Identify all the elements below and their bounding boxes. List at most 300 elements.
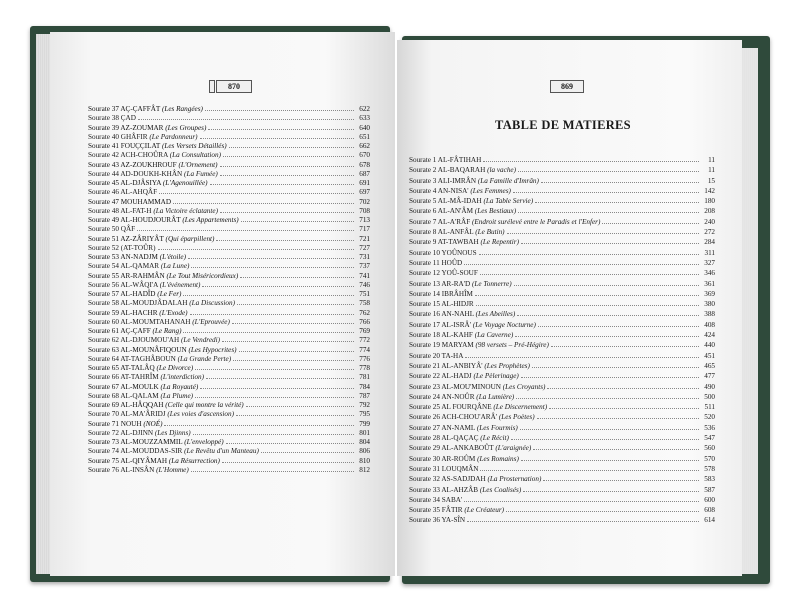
page-ref: 608	[704, 506, 715, 515]
surah-translation: (Les Hypocrites)	[188, 345, 237, 354]
toc-entry-title	[409, 340, 549, 350]
page-ref: 560	[704, 444, 715, 453]
toc-entry	[409, 196, 715, 206]
toc-entry-title	[409, 237, 519, 247]
dot-leader	[137, 224, 354, 231]
page-ref: 346	[704, 269, 715, 278]
dot-leader	[222, 456, 354, 463]
toc-entry-title	[409, 330, 513, 340]
dot-leader	[476, 299, 699, 306]
dot-leader	[532, 361, 699, 368]
surah-label: Sourate 66	[88, 373, 119, 382]
dot-leader	[200, 132, 354, 139]
dot-leader	[464, 258, 699, 265]
toc-entry-title	[88, 466, 189, 475]
toc-entry-title	[409, 485, 521, 495]
dot-leader	[191, 465, 354, 472]
toc-entry-title	[409, 206, 516, 216]
surah-label: Sourate 46	[88, 188, 119, 197]
surah-translation: (La Fumée)	[184, 169, 218, 178]
dot-leader	[518, 165, 699, 172]
surah-translation: (Les Prophètes)	[484, 361, 530, 370]
toc-entry	[409, 299, 715, 309]
toc-entry-title	[88, 262, 189, 271]
surah-label: Sourate 59	[88, 308, 119, 317]
toc-entry-title	[409, 227, 505, 237]
surah-name: AL-WÂQI'A	[120, 280, 158, 289]
toc-entry-title	[88, 114, 136, 123]
surah-label: Sourate 40	[88, 132, 119, 141]
surah-translation: (Le Discernement)	[493, 403, 548, 412]
page-ref: 713	[359, 216, 370, 224]
toc-entry	[409, 176, 715, 186]
surah-name: AL-MOULK	[120, 382, 159, 391]
dot-leader	[159, 187, 354, 194]
surah-label: Sourate 32	[409, 475, 440, 484]
page-ref: 778	[359, 364, 370, 372]
toc-entry	[409, 361, 715, 371]
surah-translation: (La Discussion)	[189, 299, 235, 308]
page-ref: 284	[704, 238, 715, 247]
toc-entry	[409, 268, 715, 278]
dot-leader	[465, 351, 699, 358]
surah-translation: (Les Coalisés)	[479, 485, 522, 494]
dot-leader	[549, 402, 699, 409]
surah-label: Sourate 64	[88, 354, 119, 363]
surah-translation: (La Plume)	[160, 391, 194, 400]
surah-translation: (La Lumière)	[476, 392, 515, 401]
toc-list-left	[88, 104, 370, 474]
surah-name: AL-FÂTIHAH	[437, 156, 482, 164]
toc-entry-title	[409, 186, 511, 196]
page-ref: 717	[359, 225, 370, 234]
toc-entry	[88, 197, 370, 206]
dot-leader	[202, 280, 354, 287]
surah-translation: (La Lune)	[160, 262, 190, 271]
page-ref: 762	[359, 308, 370, 317]
surah-translation: (La Résurrection)	[168, 456, 220, 465]
surah-name: AL-MÂ-IDAH	[437, 197, 482, 206]
dot-leader	[516, 392, 699, 399]
dot-leader	[547, 382, 699, 389]
surah-label: Sourate 55	[88, 271, 119, 280]
page-ref: 662	[359, 142, 370, 150]
toc-entry	[88, 456, 370, 465]
surah-label: Sourate 36	[409, 516, 440, 525]
surah-label: Sourate 49	[88, 216, 119, 224]
toc-entry	[88, 252, 370, 261]
surah-translation: (Le Pardonneur)	[149, 132, 198, 141]
surah-label: Sourate 38	[88, 114, 119, 123]
surah-label: Sourate 16	[409, 310, 440, 319]
toc-entry-title	[409, 443, 531, 453]
page-ref: 500	[704, 392, 715, 401]
surah-label: Sourate 27	[409, 423, 440, 432]
toc-entry	[409, 382, 715, 392]
surah-name: AL-ANFÂL	[437, 228, 474, 237]
surah-name: AR-RA'D	[441, 279, 471, 288]
dot-leader	[515, 330, 699, 337]
surah-label: Sourate 3	[409, 176, 437, 185]
dot-leader	[467, 515, 699, 522]
toc-entry-title	[88, 207, 218, 216]
toc-entry-title	[88, 142, 227, 151]
surah-label: Sourate 72	[88, 428, 119, 437]
page-ref: 678	[359, 160, 370, 169]
toc-entry	[409, 320, 715, 330]
toc-entry	[88, 113, 370, 122]
surah-translation: (La Caverne)	[474, 331, 514, 340]
toc-entry	[409, 309, 715, 319]
surah-label: Sourate 70	[88, 410, 119, 419]
toc-entry	[88, 308, 370, 317]
surah-name: (AT-TOÛR)	[120, 243, 156, 252]
surah-name: AL-DJOUMOU'AH	[120, 336, 180, 345]
page-ref: 600	[704, 495, 715, 504]
page-ref: 180	[704, 197, 715, 206]
surah-name: AL-ISRÂ'	[441, 320, 472, 329]
toc-entry	[409, 258, 715, 268]
page-ref: 570	[704, 454, 715, 463]
toc-entry-title	[88, 170, 218, 179]
surah-label: Sourate 34	[409, 495, 440, 504]
toc-entry	[88, 465, 370, 474]
toc-entry-title	[409, 433, 509, 443]
surah-label: Sourate 61	[88, 327, 119, 335]
toc-entry	[88, 104, 370, 113]
toc-entry	[409, 289, 715, 299]
surah-translation: (Le Tonnerre)	[472, 279, 512, 288]
dot-leader	[521, 237, 699, 244]
page-ref: 792	[359, 401, 370, 409]
dot-leader	[164, 419, 354, 426]
toc-entry	[409, 330, 715, 340]
dot-leader	[480, 268, 699, 275]
toc-entry-title	[409, 196, 533, 206]
page-number-left: 870	[216, 80, 252, 93]
dot-leader	[246, 400, 354, 407]
surah-translation: (La Prosternation)	[487, 475, 542, 484]
dot-leader	[479, 248, 699, 255]
dot-leader	[206, 372, 354, 379]
toc-entry	[88, 382, 370, 391]
page-ref: 640	[359, 123, 370, 132]
page-ref: 369	[704, 289, 715, 298]
toc-entry	[88, 363, 370, 372]
toc-entry-title	[88, 309, 188, 318]
toc-entry	[88, 160, 370, 169]
page-ref: 622	[359, 105, 370, 113]
surah-name: AL-HACHR	[120, 308, 158, 317]
toc-entry	[409, 165, 715, 175]
toc-entry	[409, 464, 715, 474]
surah-label: Sourate 15	[409, 300, 440, 309]
page-ref: 687	[359, 169, 370, 178]
surah-label: Sourate 54	[88, 262, 119, 271]
surah-translation: (L'Eprouvée)	[192, 317, 230, 326]
surah-name: AS-SADJDAH	[441, 475, 486, 484]
surah-translation: (Les Rangées)	[161, 105, 203, 113]
surah-translation: (La Grande Perte)	[177, 354, 232, 363]
toc-entry	[88, 326, 370, 335]
surah-label: Sourate 30	[409, 454, 440, 463]
toc-entry-title	[409, 515, 465, 525]
surah-label: Sourate 71	[88, 419, 119, 428]
page-ref: 536	[704, 423, 715, 432]
page-ref: 804	[359, 438, 370, 446]
toc-entry	[409, 495, 715, 505]
surah-name: AL-ANBIYÂ'	[441, 361, 483, 370]
right-page	[397, 40, 742, 576]
toc-entry	[88, 261, 370, 270]
surah-translation: (Les Djinns)	[154, 428, 191, 437]
surah-label: Sourate 11	[409, 258, 440, 267]
surah-name: AL-QAMAR	[120, 262, 160, 271]
toc-entry-title	[409, 299, 474, 309]
surah-label: Sourate 14	[409, 289, 440, 298]
page-ref: 784	[359, 382, 370, 391]
surah-translation: (Le Pèlerinage)	[473, 372, 519, 381]
surah-name: AL-A'RÂF	[437, 217, 471, 226]
dot-leader	[191, 261, 354, 268]
page-ref: 633	[359, 114, 370, 123]
surah-label: Sourate 53	[88, 253, 119, 261]
page-title: TABLE DE MATIERES	[495, 118, 631, 132]
toc-list-right	[409, 155, 715, 526]
toc-entry-title	[409, 474, 541, 484]
toc-entry-title	[88, 188, 157, 197]
dot-leader	[602, 217, 699, 224]
surah-name: AL-HADJ	[441, 372, 472, 381]
page-ref: 578	[704, 464, 715, 473]
dot-leader	[216, 234, 354, 241]
toc-entry	[409, 206, 715, 216]
surah-label: Sourate 45	[88, 179, 119, 187]
toc-entry	[88, 224, 370, 233]
toc-entry-title	[88, 336, 220, 345]
page-ref: 708	[359, 206, 370, 215]
surah-label: Sourate 24	[409, 392, 440, 401]
surah-name: AL-HOUDJOURÂT	[120, 216, 181, 224]
surah-name: AN-NADJM	[120, 253, 158, 261]
dot-leader	[538, 320, 699, 327]
surah-name: AT-TAWBAH	[437, 238, 479, 247]
dot-leader	[521, 454, 699, 461]
dot-leader	[236, 409, 354, 416]
surah-name: AL-ANKABOÛT	[441, 444, 494, 453]
surah-translation: (Les Femmes)	[470, 186, 511, 195]
page-ref: 520	[704, 413, 715, 422]
toc-entry-title	[409, 464, 478, 474]
surah-label: Sourate 68	[88, 391, 119, 400]
surah-label: Sourate 57	[88, 290, 119, 298]
page-ref: 670	[359, 151, 370, 160]
toc-entry	[409, 351, 715, 361]
surah-translation: (L'Agenouillée)	[162, 179, 208, 187]
surah-label: Sourate 33	[409, 485, 440, 494]
surah-name: AL-QIYÂMAH	[120, 456, 168, 465]
toc-entry-title	[409, 248, 477, 258]
surah-translation: (La Victoire éclatante)	[153, 206, 218, 215]
surah-translation: (L'Exode)	[159, 308, 188, 317]
dot-leader	[226, 437, 354, 444]
toc-entry-title	[88, 290, 181, 299]
toc-entry-title	[88, 364, 193, 373]
surah-name: MOUHAMMAD	[120, 197, 172, 206]
surah-label: Sourate 18	[409, 331, 440, 340]
toc-entry-title	[88, 253, 186, 262]
page-ref: 810	[359, 456, 370, 465]
surah-label: Sourate 58	[88, 299, 119, 308]
surah-label: Sourate 73	[88, 438, 119, 446]
surah-label: Sourate 20	[409, 351, 440, 360]
toc-entry	[409, 433, 715, 443]
surah-translation: (Le Revêtu d'un Manteau)	[184, 447, 259, 456]
page-ref: 587	[704, 485, 715, 494]
toc-entry	[409, 443, 715, 453]
surah-translation: (La Consultation)	[169, 151, 222, 160]
surah-label: Sourate 25	[409, 403, 440, 412]
surah-name: AL-QALAM	[120, 391, 159, 400]
toc-entry-title	[409, 309, 515, 319]
dot-leader	[210, 178, 354, 185]
dot-leader	[518, 206, 699, 213]
page-ref: 272	[704, 228, 715, 237]
surah-name: AZ-ZOUMAR	[120, 123, 164, 132]
toc-entry	[88, 280, 370, 289]
surah-translation: (L'Homme)	[156, 465, 189, 474]
toc-entry-title	[409, 268, 478, 278]
surah-label: Sourate 60	[88, 317, 119, 326]
surah-name: AL-HIDJR	[441, 300, 474, 309]
surah-translation: (Le Butin)	[475, 228, 505, 237]
page-ref: 380	[704, 300, 715, 309]
page-ref: 737	[359, 262, 370, 271]
toc-entry	[88, 141, 370, 150]
surah-label: Sourate 56	[88, 280, 119, 289]
surah-name: AL-MOUDDAS-SIR	[120, 447, 183, 456]
surah-translation: (Les Bestiaux)	[474, 207, 517, 216]
dot-leader	[520, 423, 699, 430]
toc-entry	[88, 178, 370, 187]
surah-translation: (Le Créateur)	[464, 506, 505, 515]
dot-leader	[506, 505, 699, 512]
page-number-right: 869	[550, 80, 584, 93]
dot-leader	[537, 412, 699, 419]
page-ref: 614	[704, 516, 715, 525]
toc-entry	[88, 419, 370, 428]
surah-translation: (L'araignée)	[495, 444, 532, 453]
toc-entry-title	[409, 289, 473, 299]
surah-name: ÇAD	[120, 114, 136, 123]
dot-leader	[173, 197, 354, 204]
page-ref: 511	[704, 403, 715, 412]
surah-name: AR-RAHMÂN	[120, 271, 165, 280]
surah-translation: (L'événement)	[159, 280, 201, 289]
dot-leader	[261, 446, 354, 453]
dot-leader	[220, 160, 354, 167]
surah-label: Sourate 8	[409, 228, 437, 237]
page-ref: 781	[359, 373, 370, 382]
surah-label: Sourate 26	[409, 413, 440, 422]
toc-entry	[88, 428, 370, 437]
toc-entry	[88, 317, 370, 326]
page-ref: 741	[359, 271, 370, 280]
surah-label: Sourate 74	[88, 447, 119, 456]
toc-entry-title	[88, 225, 135, 234]
surah-translation: (La Royauté)	[160, 382, 199, 391]
surah-name: AL-MOUZZAMMIL	[120, 438, 183, 446]
surah-translation: (Les Abeilles)	[475, 310, 516, 319]
surah-translation: (98 versets – Pré-Hégire)	[475, 341, 549, 350]
surah-name: AL-HÂQQAH	[120, 401, 164, 409]
surah-name: AN-NAHL	[441, 310, 474, 319]
toc-entry-title	[409, 165, 516, 175]
dot-leader	[551, 340, 699, 347]
dot-leader	[190, 308, 354, 315]
surah-label: Sourate 52	[88, 243, 119, 252]
surah-translation: (Le Fer)	[157, 290, 182, 298]
dot-leader	[541, 176, 699, 183]
page-ref: 697	[359, 188, 370, 197]
surah-name: AD-DOUKH-KHÂN	[120, 169, 183, 178]
surah-name: AT-TALÂQ	[120, 364, 155, 372]
dot-leader	[195, 391, 354, 398]
toc-entry	[88, 169, 370, 178]
surah-label: Sourate 9	[409, 238, 437, 247]
surah-name: ALI-IMRÂN	[437, 176, 477, 185]
toc-entry	[88, 234, 370, 243]
page-ref: 691	[359, 179, 370, 187]
page-ref: 746	[359, 280, 370, 289]
surah-translation: (Les Versets Détaillés)	[161, 142, 227, 150]
surah-label: Sourate 35	[409, 506, 440, 515]
toc-entry-title	[88, 438, 224, 447]
surah-label: Sourate 76	[88, 465, 119, 474]
surah-name: AL-MOU'MINOUN	[441, 382, 501, 391]
toc-entry	[88, 409, 370, 418]
toc-entry	[88, 150, 370, 159]
surah-label: Sourate 12	[409, 269, 440, 278]
dot-leader	[222, 335, 354, 342]
toc-entry-title	[409, 412, 535, 422]
surah-name: FÂTIR	[441, 506, 463, 515]
surah-translation: (Le Repentir)	[480, 238, 519, 247]
surah-name: HOÛD	[441, 258, 463, 267]
surah-label: Sourate 75	[88, 456, 119, 465]
toc-entry	[409, 186, 715, 196]
toc-entry-title	[409, 279, 512, 289]
toc-entry-title	[409, 320, 536, 330]
toc-entry	[409, 474, 715, 484]
toc-entry-title	[88, 346, 237, 355]
dot-leader	[220, 206, 354, 213]
page-ref: 772	[359, 336, 370, 345]
surah-name: QÂF	[120, 225, 136, 234]
surah-translation: (Les Croyants)	[502, 382, 546, 391]
surah-name: AL-AN'ÂM	[437, 207, 473, 216]
toc-entry	[409, 454, 715, 464]
toc-entry	[88, 187, 370, 196]
dot-leader	[507, 227, 699, 234]
surah-name: AL-AHZÂB	[441, 485, 479, 494]
toc-entry-title	[88, 383, 198, 392]
page-ref: 408	[704, 320, 715, 329]
surah-name: FOUÇÇILAT	[120, 142, 161, 150]
surah-name: YOÛNOUS	[441, 248, 477, 257]
toc-entry-title	[409, 176, 539, 186]
surah-label: Sourate 22	[409, 372, 440, 381]
